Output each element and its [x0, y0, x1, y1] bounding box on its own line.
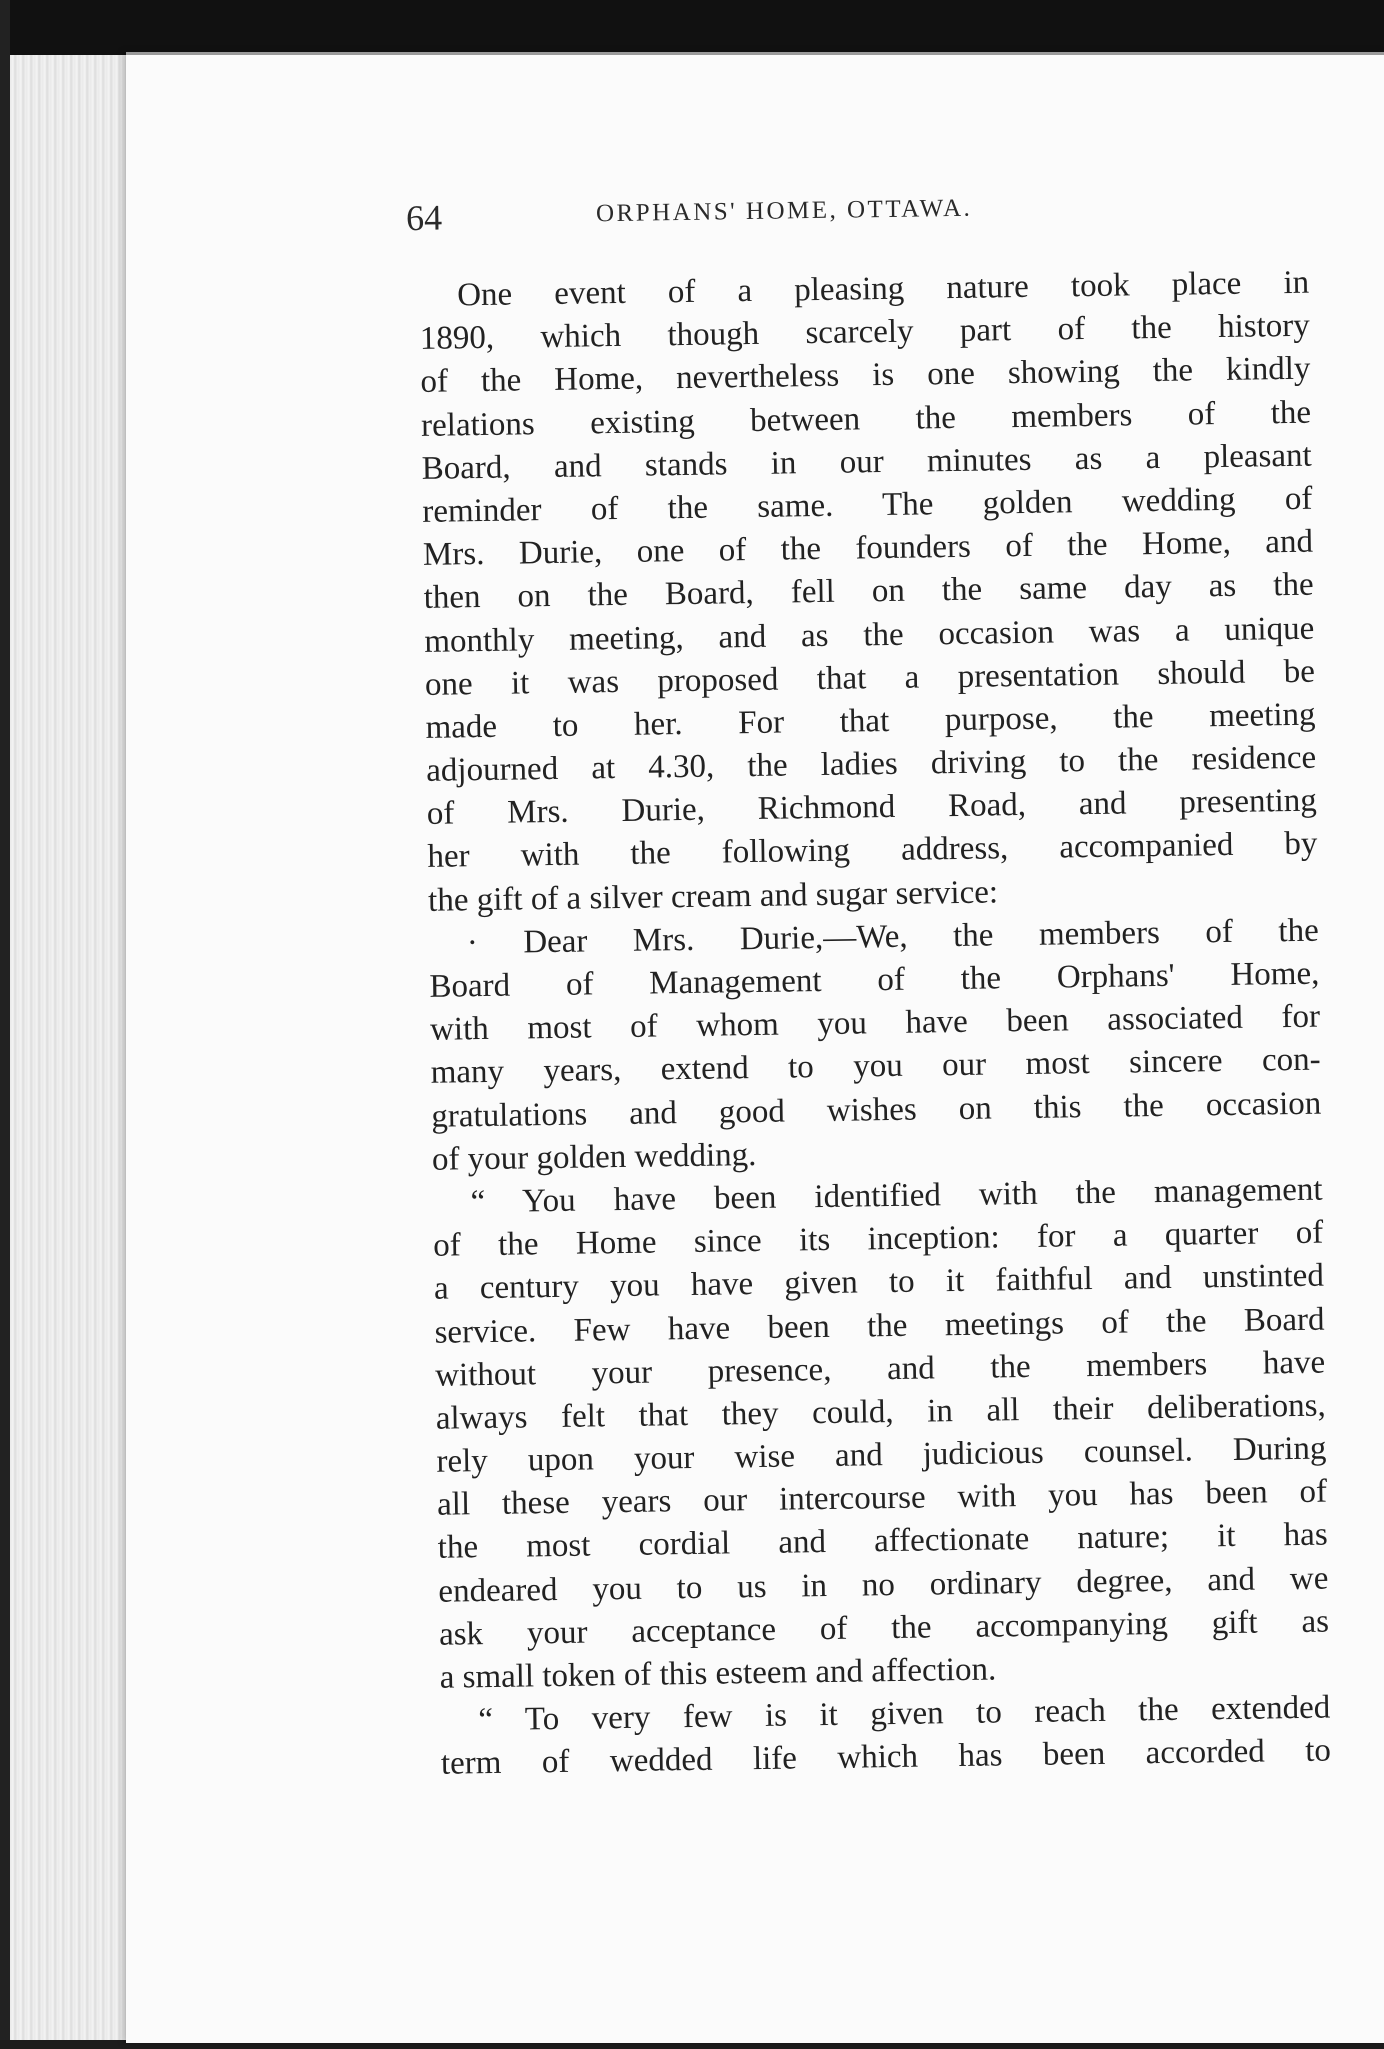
text-line: reminder of the same. The golden wedding of — [422, 480, 1313, 530]
text-line: 1890, which though scarcely part of the history — [419, 307, 1310, 358]
text-line: · Dear Mrs. Durie,—We, the members of the — [466, 912, 1319, 962]
page-content — [124, 43, 1384, 2049]
text-line: a century you have given to it faithful and unstinted — [433, 1257, 1325, 1308]
page-number: 64 — [405, 197, 443, 239]
text-line: adjourned at 4.30, the ladies driving to the residence — [425, 739, 1317, 789]
text-line: rely upon your wise and judicious counsel. During — [436, 1430, 1327, 1480]
text-line: of the Home, nevertheless is one showing the kindly — [420, 351, 1311, 401]
text-line: Board of Management of the Orphans' Home, — [429, 955, 1320, 1005]
text-line: her with the following address, accompanied by — [427, 826, 1318, 876]
text-line: term of wedded life which has been accorded to — [440, 1732, 1332, 1783]
text-line: of Mrs. Durie, Richmond Road, and presenting — [426, 782, 1318, 833]
text-line: many years, extend to you our most sincere con- — [430, 1041, 1321, 1092]
text-line: the most cordial and affectionate nature; it has — [437, 1516, 1328, 1567]
text-line: endeared you to us in no ordinary degree, and we — [438, 1560, 1329, 1610]
body-text — [419, 262, 1331, 1787]
text-line: the gift of a silver cream and sugar service: — [427, 873, 999, 919]
text-line: “ To very few is it given to reach the extended — [478, 1689, 1331, 1739]
running-title: ORPHANS' HOME, OTTAWA. — [595, 194, 973, 228]
text-line: then on the Board, fell on the same day as the — [423, 566, 1314, 617]
scanner-background-left — [0, 0, 10, 2040]
text-line: monthly meeting, and as the occasion was a unique — [424, 610, 1315, 660]
text-line: made to her. For that purpose, the meeting — [425, 696, 1316, 746]
text-line: one it was proposed that a presentation should be — [424, 653, 1316, 703]
text-line: Board, and stands in our minutes as a pleasant — [421, 437, 1312, 487]
text-line: all these years our intercourse with you has been of — [436, 1473, 1328, 1524]
text-line: One event of a pleasing nature took place in — [456, 264, 1310, 314]
text-line: a small token of this esteem and affection. — [439, 1651, 997, 1696]
text-line: without your presence, and the members have — [434, 1344, 1326, 1394]
text-line: of the Home since its inception: for a quarter of — [433, 1214, 1324, 1264]
text-line: always felt that they could, in all their deliberations, — [435, 1387, 1327, 1437]
text-line: of your golden wedding. — [431, 1136, 757, 1178]
book-page — [126, 52, 1384, 2043]
text-line: ask your acceptance of the accompanying gift as — [438, 1603, 1330, 1653]
text-line: gratulations and good wishes on this the occasion — [431, 1085, 1322, 1135]
text-line: relations existing between the members of the — [420, 394, 1312, 444]
text-line: service. Few have been the meetings of the Board — [434, 1301, 1325, 1351]
text-line: with most of whom you have been associated for — [429, 998, 1321, 1048]
running-header — [406, 185, 1227, 247]
text-line: “ You have been identified with the management — [470, 1171, 1323, 1221]
text-line: Mrs. Durie, one of the founders of the Home, and — [422, 523, 1314, 573]
